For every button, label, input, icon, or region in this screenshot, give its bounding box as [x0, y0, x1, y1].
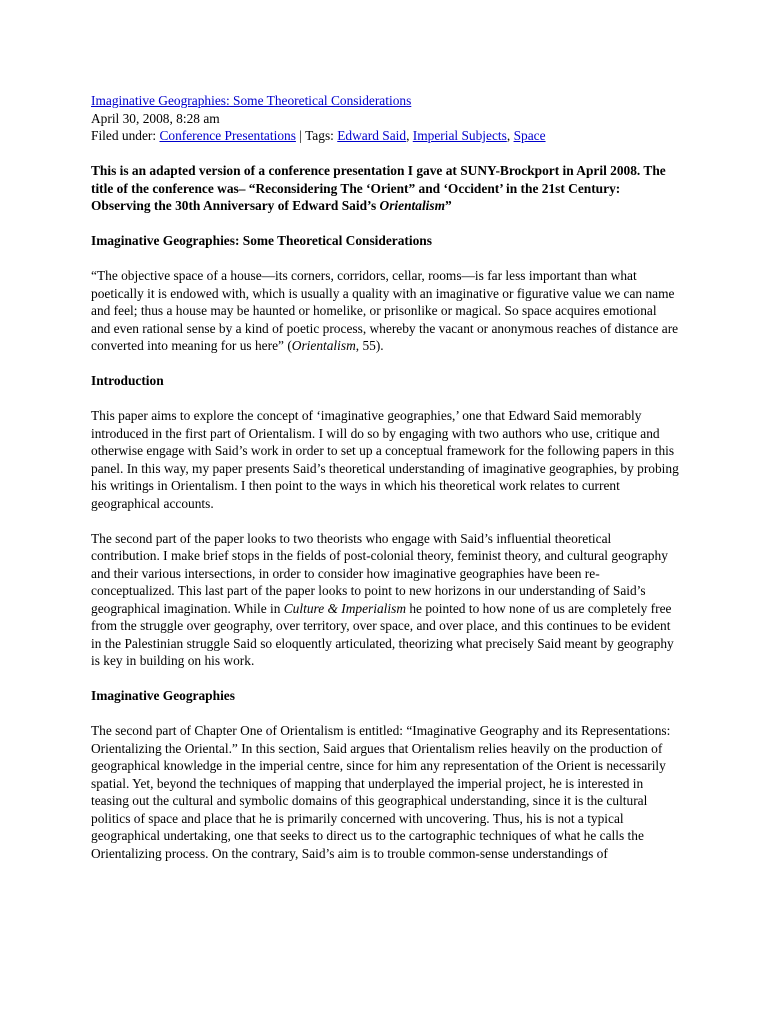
section-heading-main: Imaginative Geographies: Some Theoretical Considerations — [91, 233, 432, 248]
epigraph-quote: “The objective space of a house—its corners, corridors, cellar, rooms—is far less important than what poetically it is endowed with, which is usually a quality with an imaginative or figurative value we can name and feel; thus a house may be haunted or homelike, or prisonlike or magical. So space acquires emotional and even rational sense by a kind of poetic process, whereby the vacant or anonymous reaches of distance are converted into meaning for us here” (Orientalism, 55). — [91, 268, 679, 353]
tag-link-imperial-subjects[interactable]: Imperial Subjects — [412, 128, 507, 143]
post-title-link[interactable]: Imaginative Geographies: Some Theoretical Considerations — [91, 93, 412, 108]
tag-link-space[interactable]: Space — [513, 128, 546, 143]
tag-link-edward-said[interactable]: Edward Said — [337, 128, 407, 143]
post-date: April 30, 2008, 8:28 am — [91, 110, 220, 126]
paragraph-3: The second part of Chapter One of Orientalism is entitled: “Imaginative Geography and its Representations: Orientalizing the Oriental.” In this section, Said argues that Orientalism relies heavily on the production of geographical knowledge in the imperial centre, since for him any representation of the Orient is necessarily spatial. Yet, beyond the techniques of mapping that underplayed the imperial project, he is interested in teasing out the cultural and symbolic domains of this geographical understanding, since it is the cultural politics of space and place that he is primarily concerned with uncovering. Thus, his is not a typical geographical undertaking, one that seeks to direct us to the cartographic techniques of what he calls the Orientalizing process. On the contrary, Said’s aim is to trouble common-sense understandings of — [91, 723, 671, 861]
paragraph-1: This paper aims to explore the concept of ‘imaginative geographies,’ one that Edward Said memorably introduced in the first part of Orientalism. I will do so by engaging with two authors who use, critique and otherwise engage with Said’s work in order to set up a conceptual framework for the following papers in this panel. In this way, my paper presents Said’s theoretical understanding of imaginative geographies, by probing his writings in Orientalism. I then point to the ways in which his theoretical work relates to current geographical accounts. — [91, 408, 679, 511]
post-meta: Filed under: Conference Presentations | Tags: Edward Said, Imperial Subjects, Space — [91, 128, 546, 143]
category-link-conference-presentations[interactable]: Conference Presentations — [159, 128, 296, 143]
post-header — [91, 92, 679, 110]
filed-under-label: Filed under: — [91, 128, 157, 143]
article — [91, 92, 679, 862]
section-heading-imaginative-geographies: Imaginative Geographies — [91, 688, 235, 703]
paragraph-2: The second part of the paper looks to two theorists who engage with Said’s influential theoretical contribution. I make brief stops in the fields of post-colonial theory, feminist theory, and cultural geography and their various intersections, in order to consider how imaginative geographies have been re-conceptualized. This last part of the paper looks to point to new horizons in our understanding of Said’s geographical imagination. While in Culture & Imperialism he pointed to how none of us are completely free from the struggle over geography, over territory, over space, and over place, and this continues to be evident in the Palestinian struggle Said so eloquently articulated, theorizing what precisely Said meant by geography is key in building on his work. — [91, 530, 674, 668]
intro-note: This is an adapted version of a conference presentation I gave at SUNY-Brockport in April 2008. The title of the conference was– “Reconsidering The ‘Orient” and ‘Occident’ in the 21st Century: Observing the 30th Anniversary of Edward Said’s Orientalism” — [91, 163, 666, 213]
tags-label: | Tags: — [299, 128, 334, 143]
section-heading-introduction: Introduction — [91, 373, 164, 388]
